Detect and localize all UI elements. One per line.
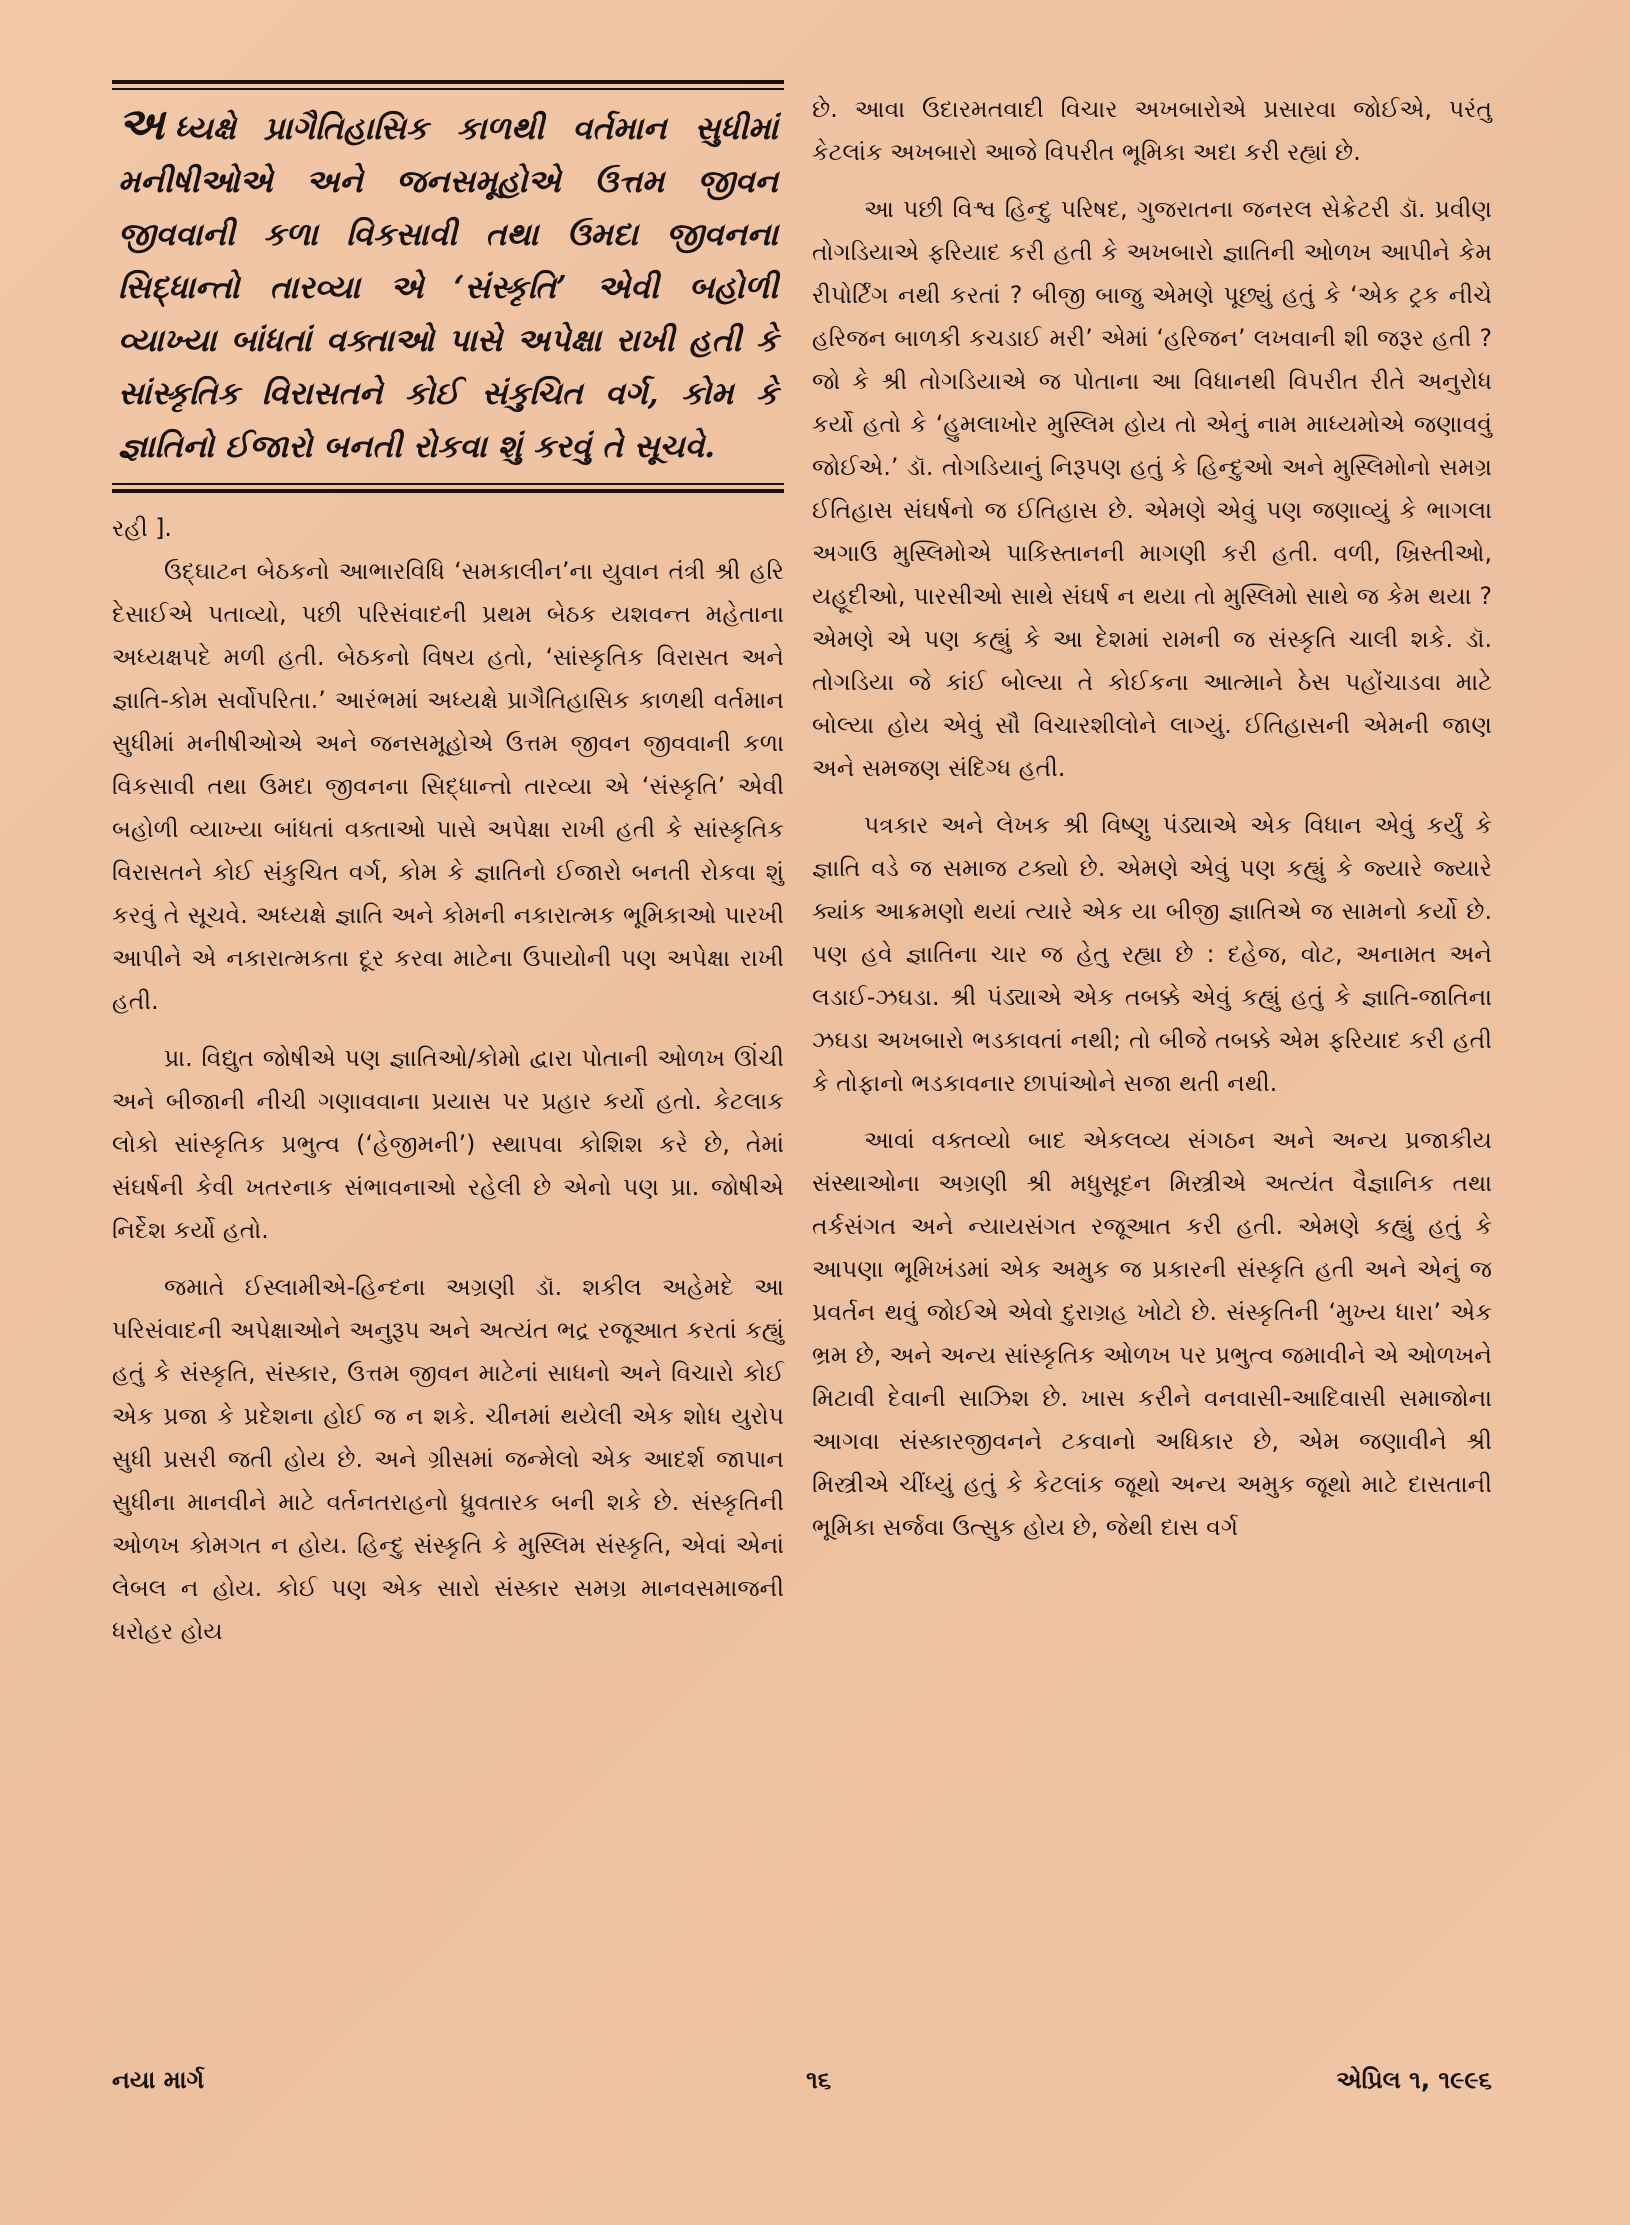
right-paragraph-madhusudan-mistry: આવાં વક્તવ્યો બાદ એકલવ્ય સંગઠન અને અન્ય પ્રજાકીય સંસ્થાઓના અગ્રણી શ્રી મધુસૂદન મિસ્ત્રીએ અત્યંત વૈજ્ઞાનિક તથા તર્કસંગત અને ન્યાયસંગત રજૂઆત કરી હતી. એમણે કહ્યું હતું કે આપણા ભૂમિખંડમાં એક અમુક જ પ્રકારની સંસ્કૃતિ હતી અને એનું જ પ્રવર્તન થવું જોઈએ એવો દુરાગ્રહ ખોટો છે. સંસ્કૃતિની ‘મુખ્ય ધારા’ એક ભ્રમ છે, અને અન્ય સાંસ્કૃતિક ઓળખ પર પ્રભુત્વ જમાવીને એ ઓળખને મિટાવી દેવાની સાઝિશ છે. ખાસ કરીને વનવાસી-આદિવાસી સમાજોના આગવા સંસ્કારજીવનને ટકવાનો અધિકાર છે, એમ જણાવીને શ્રી મિસ્ત્રીએ ચીંધ્યું હતું કે કેટલાંક જૂથો અન્ય અમુક જૂથો માટે દાસતાની ભૂમિકા સર્જવા ઉત્સુક હોય છે, જેથી દાસ વર્ગ — [812, 1126, 1492, 1541]
pull-quote-text: ધ્યક્ષે પ્રાગૈતિહાસિક કાળથી વર્તમાન સુધીમાં મનીષીઓએ અને જનસમૂહોએ ઉત્તમ જીવન જીવવાની કળા વિકસાવી તથા ઉમદા જીવનના સિદ્ધાન્તો તારવ્યા એ ‘સંસ્કૃતિ’ એવી બહોળી વ્યાખ્યા બાંધતાં વક્તાઓ પાસે અપેક્ષા રાખી હતી કે સાંસ્કૃતિક વિરાસતને કોઈ સંકુચિત વર્ગ, કોમ કે જ્ઞાતિનો ઈજારો બનતી રોકવા શું કરવું તે સૂચવે. — [118, 110, 778, 465]
right-paragraph-vishnu-pandya: પત્રકાર અને લેખક શ્રી વિષ્ણુ પંડ્યાએ એક વિધાન એવું કર્યું કે જ્ઞાતિ વડે જ સમાજ ટક્યો છે. એમણે એવું પણ કહ્યું કે જ્યારે જ્યારે ક્યાંક આક્રમણો થયાં ત્યારે એક યા બીજી જ્ઞાતિએ જ સામનો કર્યો છે. પણ હવે જ્ઞાતિના ચાર જ હેતુ રહ્યા છે : દહેજ, વોટ, અનામત અને લડાઈ-ઝઘડા. શ્રી પંડ્યાએ એક તબક્કે એવું કહ્યું હતું કે જ્ઞાતિ-જાતિના ઝઘડા અખબારો ભડકાવતાં નથી; તો બીજે તબક્કે એમ ફરિયાદ કરી હતી કે તોફાનો ભડકાવનાર છાપાંઓને સજા થતી નથી. — [812, 811, 1492, 1097]
left-paragraph-opening-session: ઉદ્‌ઘાટન બેઠકનો આભારવિધિ ‘સમકાલીન’ના યુવાન તંત્રી શ્રી હરિ દેસાઈએ પતાવ્યો, પછી પરિસંવાદની પ્રથમ બેઠક યશવન્ત મહેતાના અધ્યક્ષપદે મળી હતી. બેઠકનો વિષય હતો, ‘સાંસ્કૃતિક વિરાસત અને જ્ઞાતિ-કોમ સર્વોપરિતા.’ આરંભમાં અધ્યક્ષે પ્રાગૈતિહાસિક કાળથી વર્તમાન સુધીમાં મનીષીઓએ અને જનસમૂહોએ ઉત્તમ જીવન જીવવાની કળા વિકસાવી તથા ઉમદા જીવનના સિદ્ધાન્તો તારવ્યા એ ‘સંસ્કૃતિ’ એવી બહોળી વ્યાખ્યા બાંધતાં વક્તાઓ પાસે અપેક્ષા રાખી હતી કે સાંસ્કૃતિક વિરાસતને કોઈ સંકુચિત વર્ગ, કોમ કે જ્ઞાતિનો ઈજારો બનતી રોકવા શું કરવું તે સૂચવે. અધ્યક્ષે જ્ઞાતિ અને કોમની નકારાત્મક ભૂમિકાઓ પારખી આપીને એ નકારાત્મકતા દૂર કરવા માટેના ઉપાયોની પણ અપેક્ષા રાખી હતી. — [112, 557, 784, 1015]
left-column — [112, 80, 784, 1653]
left-paragraph-continuation: રહી ]. — [112, 514, 172, 542]
footer-page-number: ૧૬ — [806, 2066, 832, 2094]
right-paragraph-continuation: છે. આવા ઉદારમતવાદી વિચાર અખબારોએ પ્રસારવા જોઈએ, પરંતુ કેટલાંક અખબારો આજે વિપરીત ભૂમિકા અદા કરી રહ્યાં છે. — [812, 95, 1492, 166]
right-paragraph-togadia: આ પછી વિશ્વ હિન્દુ પરિષદ, ગુજરાતના જનરલ સેક્રેટરી ડૉ. પ્રવીણ તોગડિયાએ ફરિયાદ કરી હતી કે અખબારો જ્ઞાતિની ઓળખ આપીને કેમ રીપોર્ટિંગ નથી કરતાં ? બીજી બાજુ એમણે પૂછ્યું હતું કે ‘એક ટ્રક નીચે હરિજન બાળકી કચડાઈ મરી’ એમાં ‘હરિજન’ લખવાની શી જરૂર હતી ? જો કે શ્રી તોગડિયાએ જ પોતાના આ વિધાનથી વિપરીત રીતે અનુરોધ કર્યો હતો કે ‘હુમલાખોર મુસ્લિમ હોય તો એનું નામ માધ્યમોએ જણાવવું જોઈએ.’ ડૉ. તોગડિયાનું નિરૂપણ હતું કે હિન્દુઓ અને મુસ્લિમોનો સમગ્ર ઈતિહાસ સંઘર્ષનો જ ઈતિહાસ છે. એમણે એવું પણ જણાવ્યું કે ભાગલા અગાઉ મુસ્લિમોએ પાકિસ્તાનની માગણી કરી હતી. વળી, ખ્રિસ્તીઓ, યહૂદીઓ, પારસીઓ સાથે સંઘર્ષ ન થયા તો મુસ્લિમો સાથે જ કેમ થયા ? એમણે એ પણ કહ્યું કે આ દેશમાં રામની જ સંસ્કૃતિ ચાલી શકે. ડૉ. તોગડિયા જે કાંઈ બોલ્યા તે કોઈકના આત્માને ઠેસ પહોંચાડવા માટે બોલ્યા હોય એવું સૌ વિચારશીલોને લાગ્યું. ઈતિહાસની એમની જાણ અને સમજણ સંદિગ્ધ હતી. — [812, 195, 1492, 782]
pull-quote-dropcap: અ — [118, 99, 165, 150]
left-paragraph-shakeel-ahmed: જમાતે ઈસ્લામીએ-હિન્દના અગ્રણી ડૉ. શકીલ અહેમદે આ પરિસંવાદની અપેક્ષાઓને અનુરૂપ અને અત્યંત ભદ્ર રજૂઆત કરતાં કહ્યું હતું કે સંસ્કૃતિ, સંસ્કાર, ઉત્તમ જીવન માટેનાં સાધનો અને વિચારો કોઈ એક પ્રજા કે પ્રદેશના હોઈ જ ન શકે. ચીનમાં થયેલી એક શોધ યુરોપ સુધી પ્રસરી જતી હોય છે. અને ગ્રીસમાં જન્મેલો એક આદર્શ જાપાન સુધીના માનવીને માટે વર્તનતરાહનો ધ્રુવતારક બની શકે છે. સંસ્કૃતિની ઓળખ કોમગત ન હોય. હિન્દુ સંસ્કૃતિ કે મુસ્લિમ સંસ્કૃતિ, એવાં એનાં લેબલ ન હોય. કોઈ પણ એક સારો સંસ્કાર સમગ્ર માનવસમાજની ધરોહર હોય — [112, 1273, 784, 1645]
right-column — [812, 88, 1492, 1549]
footer-date: એપ્રિલ ૧, ૧૯૯૬ — [1336, 2066, 1492, 2094]
page-footer — [112, 2066, 1492, 2102]
pull-quote — [112, 90, 784, 477]
left-paragraph-vidyut-joshi: પ્રા. વિદ્યુત જોષીએ પણ જ્ઞાતિઓ/કોમો દ્વારા પોતાની ઓળખ ઊંચી અને બીજાની નીચી ગણાવવાના પ્રયાસ પર પ્રહાર કર્યો હતો. કેટલાક લોકો સાંસ્કૃતિક પ્રભુત્વ (‘હેજીમની’) સ્થાપવા કોશિશ કરે છે, તેમાં સંઘર્ષની કેવી ખતરનાક સંભાવનાઓ રહેલી છે એનો પણ પ્રા. જોષીએ નિર્દેશ કર્યો હતો. — [112, 1044, 784, 1244]
footer-publication: નયા માર્ગ — [112, 2066, 205, 2094]
